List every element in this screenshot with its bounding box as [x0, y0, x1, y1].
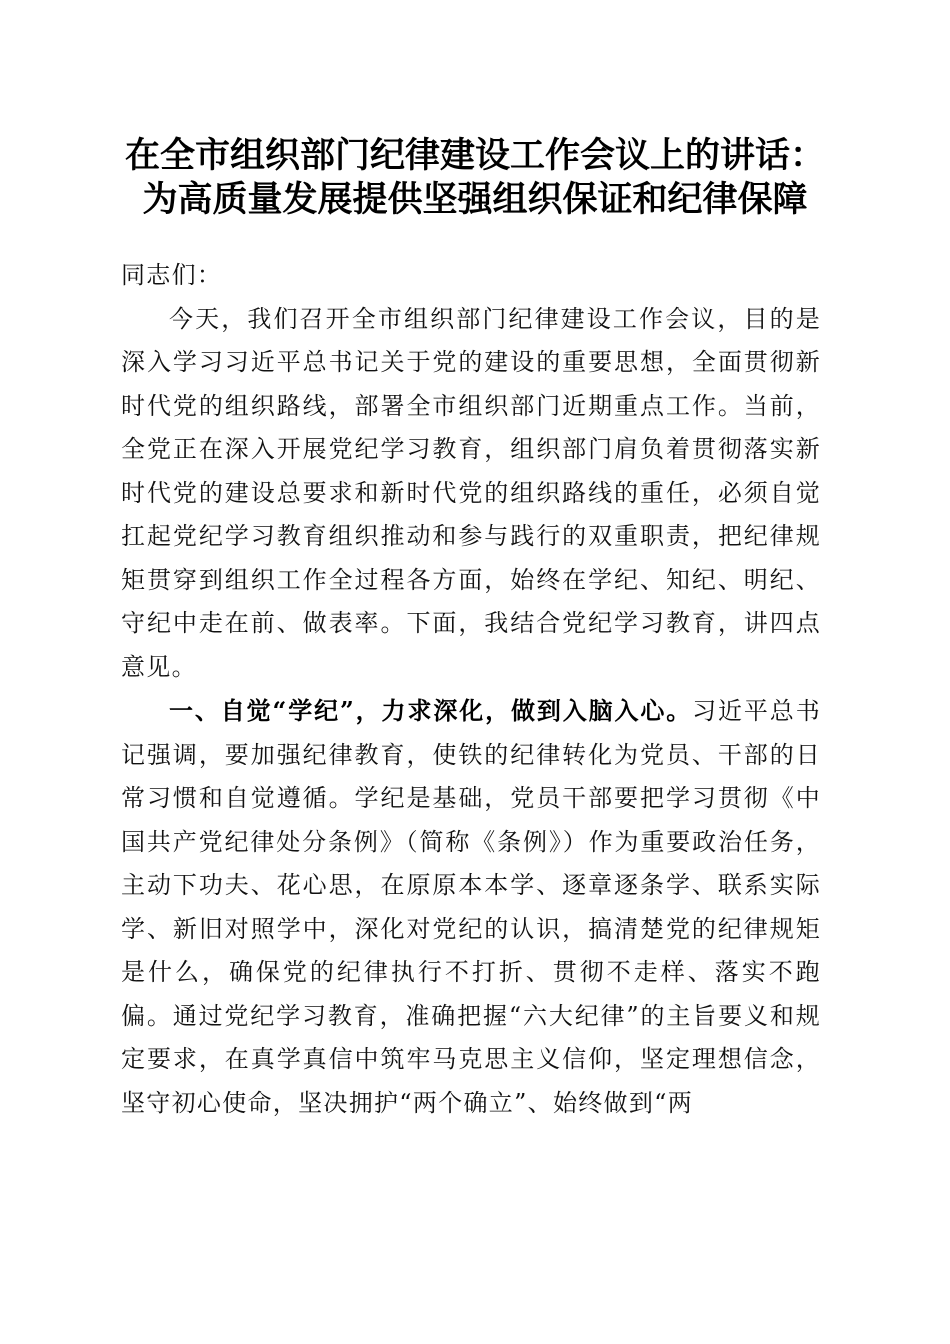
salutation: 同志们：	[121, 261, 223, 289]
paragraph-intro: 今天，我们召开全市组织部门纪律建设工作会议，目的是深入学习习近平总书记关于党的建设的重要思想，全面贯彻新时代党的组织路线，部署全市组织部门近期重点工作。当前，全党正在深入开展党纪学习教育，组织部门肩负着贯彻落实新时代党的建设总要求和新时代党的组织路线的重任，必须自觉扛起党纪学习教育组织推动和参与践行的双重职责，把纪律规矩贯穿到组织工作全过程各方面，始终在学纪、知纪、明纪、守纪中走在前、做表率。下面，我结合党纪学习教育，讲四点意见。	[121, 304, 821, 681]
document-body	[121, 254, 821, 1125]
document-title	[100, 134, 850, 222]
title-line-2: 为高质量发展提供坚强组织保证和纪律保障	[142, 179, 808, 220]
section-1-body: 习近平总书记强调，要加强纪律教育，使铁的纪律转化为党员、干部的日常习惯和自觉遵循。学纪是基础，党员干部要把学习贯彻《中国共产党纪律处分条例》（简称《条例》）作为重要政治任务，主动下功夫、花心思，在原原本本学、逐章逐条学、联系实际学、新旧对照学中，深化对党纪的认识，搞清楚党的纪律规矩是什么，确保党的纪律执行不打折、贯彻不走样、落实不跑偏。通过党纪学习教育，准确把握“六大纪律”的主旨要义和规定要求，在真学真信中筑牢马克思主义信仰，坚定理想信念，坚守初心使命，坚决拥护“两个确立”、始终做到“两	[121, 697, 821, 1117]
title-line-1: 在全市组织部门纪律建设工作会议上的讲话：	[124, 135, 825, 176]
section-1-heading: 一、自觉“学纪”，力求深化，做到入脑入心。	[169, 696, 693, 725]
paragraph-section-1	[121, 689, 821, 1125]
